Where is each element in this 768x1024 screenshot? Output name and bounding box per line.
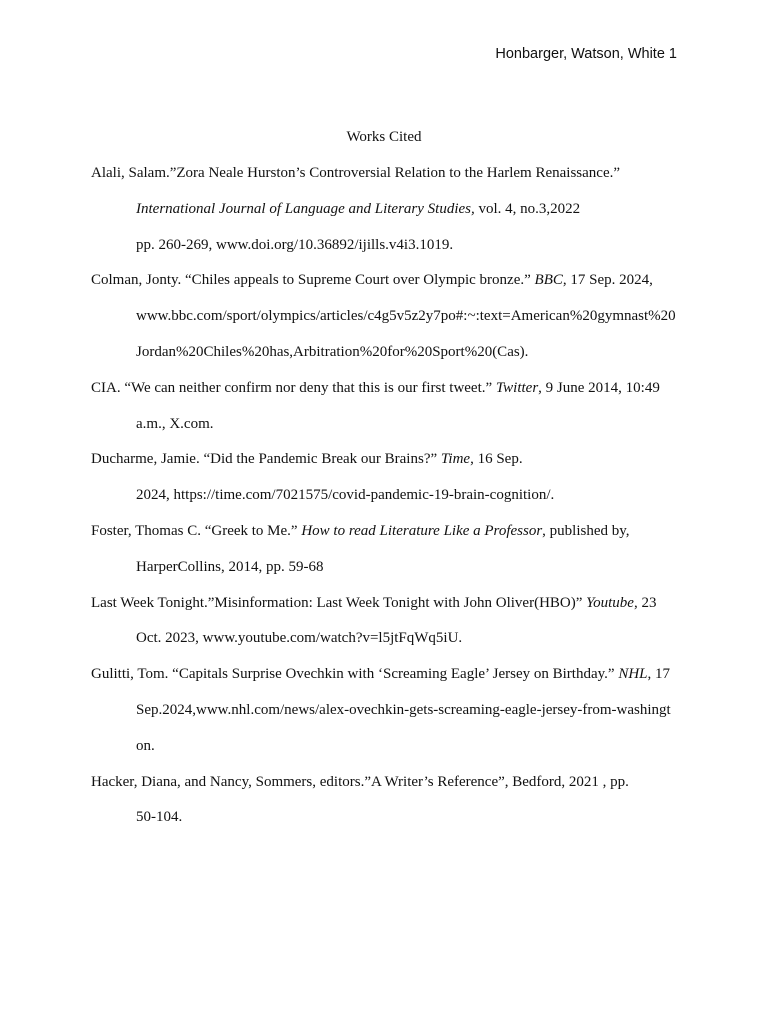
citation-text: Foster, Thomas C. “Greek to Me.” — [91, 522, 302, 539]
citation-source-title: How to read Literature Like a Professor — [301, 522, 543, 539]
citation-hacker-line-1 — [91, 772, 681, 808]
citation-gulitti-line-1 — [91, 664, 681, 700]
citation-colman-line-3 — [91, 342, 681, 378]
citation-source-title: NHL — [618, 666, 648, 683]
citation-foster-line-1 — [91, 521, 681, 557]
citation-text: , 17 — [647, 666, 670, 683]
citation-cia-line-1 — [91, 378, 681, 414]
citation-url: on. — [136, 737, 155, 754]
citation-text: , published by, — [542, 522, 630, 539]
citation-text: Last Week Tonight.”Misinformation: Last Week Tonight with John Oliver(HBO)” — [91, 594, 587, 611]
citation-text: 50-104. — [136, 809, 183, 826]
citation-ducharme-line-2 — [91, 485, 681, 521]
citation-text: , 17 Sep. 2024, — [562, 272, 653, 289]
page-title: Works Cited — [346, 129, 422, 145]
citation-text: , 23 — [633, 594, 657, 611]
citation-text: , 9 June 2014, 10:49 — [538, 379, 660, 396]
citation-source-title: BBC — [534, 272, 563, 289]
citation-text: pp. 260-269, www.doi.org/10.36892/ijills.v4i3.1019. — [136, 236, 454, 253]
citation-lastweektonight-line-2 — [91, 628, 681, 664]
running-head: Honbarger, Watson, White 1 — [495, 46, 677, 62]
citation-ducharme-line-1 — [91, 449, 681, 485]
citation-foster-line-2 — [91, 557, 681, 593]
citation-source-title: Twitter — [495, 379, 539, 396]
citation-gulitti-line-2 — [91, 700, 681, 736]
citation-source-title: Youtube — [586, 594, 634, 611]
citation-url: 2024, https://time.com/7021575/covid-pandemic-19-brain-cognition/. — [136, 487, 555, 504]
citation-text: Ducharme, Jamie. “Did the Pandemic Break our Brains?” — [91, 451, 441, 468]
citation-url: Jordan%20Chiles%20has,Arbitration%20for%20Sport%20(Cas). — [136, 343, 529, 360]
citation-source-title: Time — [440, 451, 471, 468]
citation-text: , 16 Sep. — [470, 451, 523, 468]
works-cited-list — [91, 163, 681, 843]
citation-text: Colman, Jonty. “Chiles appeals to Supreme Court over Olympic bronze.” — [91, 272, 535, 289]
citation-url: www.bbc.com/sport/olympics/articles/c4g5v5z2y7po#:~:text=American%20gymnast%20 — [136, 308, 676, 325]
citation-alali-line-3 — [91, 235, 681, 271]
citation-text: a.m., X.com. — [136, 415, 214, 432]
citation-colman-line-2 — [91, 306, 681, 342]
citation-text: Hacker, Diana, and Nancy, Sommers, editors.”A Writer’s Reference”, Bedford, 2021 , pp. — [91, 773, 629, 790]
citation-hacker-line-2 — [91, 807, 681, 843]
citation-colman-line-1 — [91, 270, 681, 306]
citation-text: CIA. “We can neither confirm nor deny that this is our first tweet.” — [91, 379, 496, 396]
citation-text: vol. 4, no.3,2022 — [474, 200, 581, 217]
citation-text: Gulitti, Tom. “Capitals Surprise Ovechkin with ‘Screaming Eagle’ Jersey on Birthday.” — [91, 666, 619, 683]
citation-lastweektonight-line-1 — [91, 593, 681, 629]
citation-alali-line-2 — [91, 199, 681, 235]
citation-gulitti-line-3 — [91, 736, 681, 772]
citation-text: Alali, Salam.”Zora Neale Hurston’s Controversial Relation to the Harlem Renaissance.” — [91, 165, 621, 181]
citation-text: HarperCollins, 2014, pp. 59-68 — [136, 558, 324, 575]
citation-alali-line-1 — [91, 163, 681, 199]
citation-url: Sep.2024,www.nhl.com/news/alex-ovechkin-gets-screaming-eagle-jersey-from-washingt — [136, 701, 671, 718]
citation-source-title: International Journal of Language and Literary Studies, — [136, 200, 475, 217]
citation-cia-line-2 — [91, 414, 681, 450]
citation-url: Oct. 2023, www.youtube.com/watch?v=l5jtFqWq5iU. — [136, 630, 463, 647]
